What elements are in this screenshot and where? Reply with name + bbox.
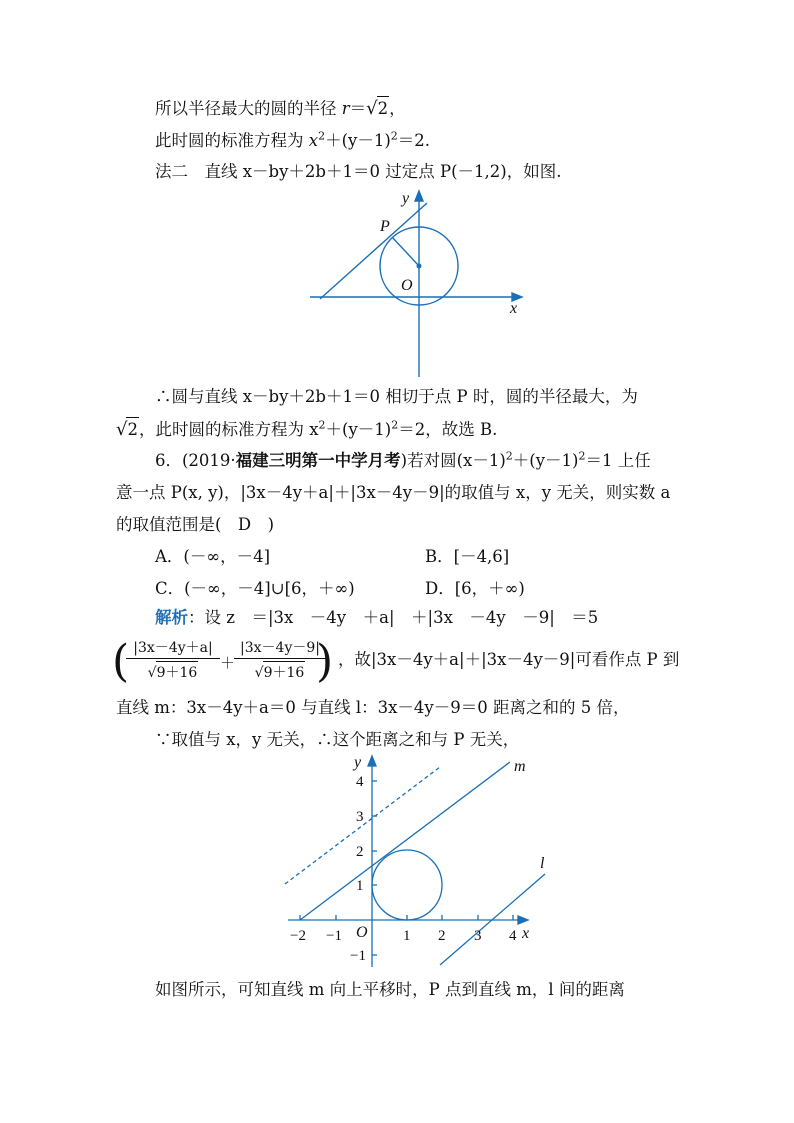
text-span: ，此时圆的标准方程为 x: [138, 420, 319, 439]
figure-circle-tangent: [310, 185, 530, 380]
right-paren: ): [316, 636, 334, 687]
option-a: [155, 545, 270, 569]
option-text: A．(－∞，－4]: [155, 547, 271, 566]
text-span: 所以半径最大的圆的半径: [155, 99, 342, 118]
superscript: 2: [505, 449, 513, 463]
option-text: D．[6，＋∞): [425, 579, 525, 598]
numerator: |3x－4y＋a|: [126, 637, 220, 659]
y-axis-label: y: [402, 190, 410, 207]
y-tick-label: −1: [350, 948, 366, 964]
text-span: ，故|3x－4y＋a|＋|3x－4y－9|可看作点 P 到: [338, 650, 680, 669]
source-name: 福建三明第一中学月考: [235, 451, 401, 470]
origin-label: O: [356, 924, 368, 941]
text-line-13: [116, 696, 629, 720]
numerator: |3x－4y－9|: [234, 637, 326, 659]
x-axis-label: x: [522, 925, 530, 942]
radius-line: [392, 237, 419, 266]
text-span: ＝: [349, 99, 367, 118]
option-text: C．(－∞，－4]∪[6，＋∞): [155, 579, 355, 598]
fraction-1: [126, 637, 220, 682]
fraction-2: [234, 637, 326, 682]
option-b: [425, 545, 509, 569]
figure-two-lines: [280, 752, 570, 974]
text-span: ＋(y－1): [512, 451, 579, 470]
y-axis-arrow: [415, 191, 423, 201]
option-d: [425, 577, 525, 601]
y-tick-label: 4: [356, 774, 364, 790]
x-tick-label: −1: [326, 928, 342, 944]
text-line-11: [155, 606, 598, 630]
text-span: 如图所示，可知直线 m 向上平移时，P 点到直线 m，l 间的距离: [155, 980, 625, 999]
text-span: ＝1 上任: [585, 451, 651, 470]
text-span: 法二 直线 x－by＋2b＋1＝0 过定点 P(－1,2)，如图.: [155, 162, 562, 181]
option-text: B．[－4,6]: [425, 547, 510, 566]
text-span: ，: [389, 99, 406, 118]
text-span: 直线 m：3x－4y＋a＝0 与直线 l：3x－4y－9＝0 距离之和的 5 倍，: [116, 698, 630, 717]
x-tick-label: 4: [509, 928, 517, 944]
y-tick-label: 3: [356, 809, 364, 825]
x-tick-label: 2: [438, 928, 446, 944]
x-tick-label: 3: [474, 928, 482, 944]
fraction-expression: [112, 636, 334, 691]
denominator: √9＋16: [126, 659, 220, 682]
superscript: 2: [391, 418, 399, 432]
text-span: ＝2.: [397, 131, 431, 150]
sqrt-sign: √: [116, 419, 128, 440]
text-span: )若对圆(x－1): [400, 451, 506, 470]
text-line-2: [155, 129, 430, 153]
text-span: ∵取值与 x，y 无关，∴这个距离之和与 P 无关，: [155, 730, 520, 749]
text-line-4: [155, 385, 638, 409]
text-span: ＋(y－1): [325, 420, 392, 439]
superscript: 2: [390, 129, 398, 143]
text-line-5: [116, 417, 497, 442]
x-tick-label: 1: [403, 928, 411, 944]
radicand: 9＋16: [263, 661, 306, 682]
line-l-label: l: [540, 855, 545, 872]
superscript: 2: [578, 449, 586, 463]
origin-label: O: [401, 277, 413, 294]
text-line-7: [116, 481, 670, 505]
text-span: x: [308, 131, 319, 150]
text-span: ∴圆与直线 x－by＋2b＋1＝0 相切于点 P 时，圆的半径最大，为: [155, 387, 638, 406]
x-tick-label: −2: [290, 928, 306, 944]
analysis-keyword: 解析: [155, 608, 188, 627]
center-point: [417, 264, 422, 269]
denominator: √9＋16: [234, 659, 326, 682]
y-tick-label: 1: [356, 878, 364, 894]
point-p-label: P: [380, 218, 390, 235]
text-span: ：设 z ＝|3x －4y ＋a| ＋|3x －4y －9| ＝5: [188, 608, 599, 627]
left-paren: (: [112, 636, 130, 687]
radicand: 2: [126, 417, 139, 442]
line-m-label: m: [514, 758, 526, 775]
text-line-3: [155, 160, 561, 184]
y-tick-label: 2: [356, 844, 364, 860]
text-span: ＋(y－1): [325, 131, 391, 150]
text-line-1: [155, 96, 406, 121]
radicand: 2: [377, 96, 390, 121]
text-line-14: [155, 728, 519, 752]
x-axis-arrow: [518, 916, 528, 924]
sqrt-sign: √: [366, 98, 378, 119]
circle: [372, 850, 442, 920]
text-span: 6．(2019·: [155, 451, 236, 470]
text-span: 意一点 P(x, y)，|3x－4y＋a|＋|3x－4y－9|的取值与 x，y 无关，则实数 a: [116, 483, 671, 502]
x-axis-label: x: [510, 300, 518, 317]
radicand: 9＋16: [156, 661, 199, 682]
option-c: [155, 577, 355, 601]
text-line-15: [155, 978, 625, 1002]
superscript: 2: [318, 129, 326, 143]
text-span: 此时圆的标准方程为: [155, 131, 309, 150]
superscript: 2: [318, 418, 326, 432]
plus-sign: ＋: [220, 654, 236, 672]
text-line-12-tail: [338, 648, 679, 672]
text-span: ＝2，故选 B.: [398, 420, 498, 439]
text-line-8: [116, 513, 274, 537]
y-axis-arrow: [368, 756, 376, 766]
y-axis-label: y: [354, 754, 362, 771]
var-r: r: [341, 99, 350, 118]
text-line-6: [155, 449, 651, 473]
text-span: 的取值范围是( D ): [116, 515, 275, 534]
line-m: [300, 762, 510, 920]
